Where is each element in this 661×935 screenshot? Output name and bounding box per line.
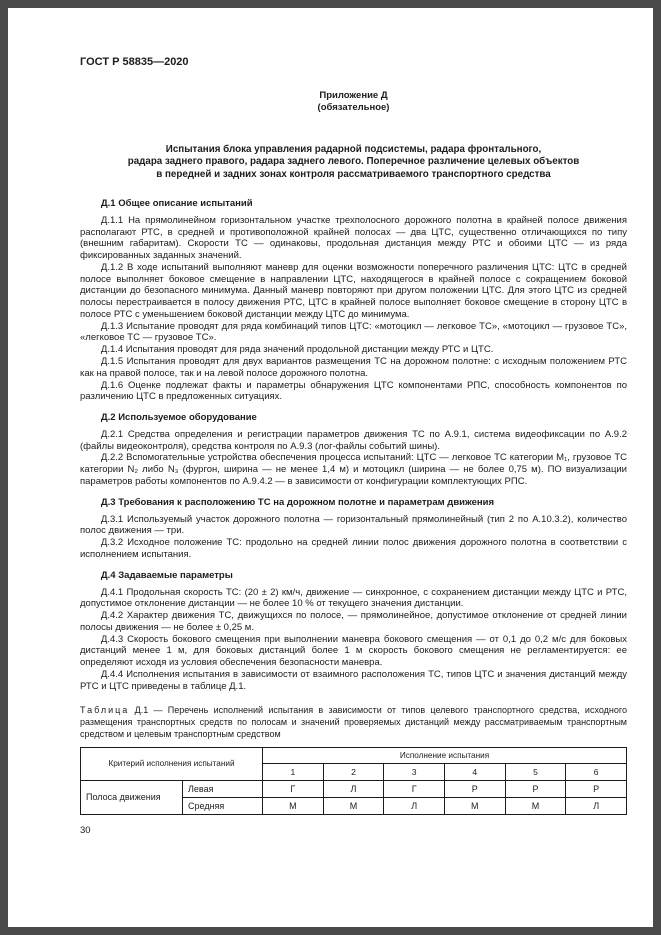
table-row-label: Левая xyxy=(183,780,263,797)
table-cell: М xyxy=(263,797,324,814)
table-col-6: 6 xyxy=(566,763,627,780)
table-header-row-1 xyxy=(81,747,627,763)
section-d4-heading: Д.4 Задаваемые параметры xyxy=(100,569,233,581)
appendix-title: Приложение Д xyxy=(319,90,388,101)
document-title-line-1: Испытания блока управления радарной подсистемы, радара фронтального, xyxy=(165,143,542,155)
paragraph-d4-2: Д.4.2 Характер движения ТС, движущихся по полосе, — прямолинейное, допустимое отклонение от средней линии полосы движения — не более ± 0,25 м. xyxy=(80,610,627,633)
section-d2-heading: Д.2 Используемое оборудование xyxy=(100,412,257,424)
table-cell: Л xyxy=(566,797,627,814)
document-title xyxy=(80,144,627,182)
paragraph-d4-1: Д.4.1 Продольная скорость ТС: (20 ± 2) км/ч, движение — синхронное, с сохранением дистанции между ЦТС и РТС, допустимое отклонение дистанции — не более 10 % от текущего значения дистанции. xyxy=(80,586,627,610)
document-page xyxy=(8,8,653,927)
paragraph-d3-2: Д.3.2 Исходное положение ТС: продольно на средней линии полос движения дорожного полотна в соответствии с исполнением испытания. xyxy=(80,537,627,560)
paragraph-d1-2: Д.1.2 В ходе испытаний выполняют маневр для оценки возможности поперечного различения ЦТС: ЦТС в средней полосе выполняет боковое смещение в направлении ЦТС, находящегося в крайней полосе с сокращением боковой дистанции до безопасного минимума. Данный маневр повторяют при другом положении ЦТС. Для этого ЦТС из средней полосы перестраивается в полосу движения РТС, ЦТС в крайней полосе выполняет боковое смещение в сторону ЦТС в полосе РТС с уменьшением боковой дистанции между ЦТС до минимума. xyxy=(80,261,627,320)
table-caption-word: Таблица xyxy=(80,705,130,716)
table-caption-text: — Перечень исполнений испытания в зависимости от типов целевого транспортного средства, исходного размещения транспортных средств по полосам и значений проверяемых дистанций между рассматриваемым транспортным средством и целевым транспортным средством xyxy=(80,705,627,739)
paragraph-d1-5: Д.1.5 Испытания проводят для двух вариантов размещения ТС на дорожном полотне: с исходным положением РТС как на правой полосе, так и на левой полосе дорожного полотна. xyxy=(80,356,627,379)
table-caption xyxy=(80,705,627,740)
page-number: 30 xyxy=(80,824,91,836)
paragraph-d4-3: Д.4.3 Скорость бокового смещения при выполнении маневра бокового смещения — от 0,1 до 0,2 м/с для боковых дистанций менее 1 м, для боковых дистанций более 1 м скорость бокового смещения не регламентируется: ее определяют исходя из условия обеспечения безопасности маневра. xyxy=(80,633,627,669)
table-cell: Р xyxy=(444,780,505,797)
table-d1 xyxy=(80,747,627,815)
table-criteria-header: Критерий исполнения испытаний xyxy=(81,747,263,780)
section-d3-heading: Д.3 Требования к расположению ТС на дорожном полотне и параметрам движения xyxy=(100,496,495,508)
paragraph-d2-2: Д.2.2 Вспомогательные устройства обеспечения процесса испытаний: ЦТС — легковое ТС категории M₁, грузовое ТС категории N₂ либо N₃ (фургон, ширина — не менее 1,4 м) и мотоцикл (ширина — не более 0,75 м). ПО визуализации параметров работы компонентов по А.9.4.2 — в зависимости от конфигурации комплектующих РПС. xyxy=(80,452,627,488)
paragraph-d1-4: Д.1.4 Испытания проводят для ряда значений продольной дистанции между РТС и ЦТС. xyxy=(100,344,494,356)
table-cell: Г xyxy=(384,780,445,797)
table-row-group-label: Полоса движения xyxy=(81,780,183,814)
table-col-5: 5 xyxy=(505,763,566,780)
table-cell: М xyxy=(444,797,505,814)
table-col-3: 3 xyxy=(384,763,445,780)
table-cell: Л xyxy=(384,797,445,814)
paragraph-d1-3: Д.1.3 Испытание проводят для ряда комбинаций типов ЦТС: «мотоцикл — легковое ТС», «мотоцикл — грузовое ТС», «легковое ТС — грузовое ТС». xyxy=(80,320,627,344)
table-cell: М xyxy=(323,797,384,814)
table-execution-header: Исполнение испытания xyxy=(263,747,627,763)
section-d1-heading: Д.1 Общее описание испытаний xyxy=(100,197,253,209)
table-cell: Р xyxy=(505,780,566,797)
paragraph-d3-1: Д.3.1 Используемый участок дорожного полотна — горизонтальный прямолинейный (тип 2 по А.10.3.2), количество полос движения — три. xyxy=(80,513,627,537)
table-col-4: 4 xyxy=(444,763,505,780)
table-cell: М xyxy=(505,797,566,814)
table-col-1: 1 xyxy=(263,763,324,780)
table-cell: Р xyxy=(566,780,627,797)
table-caption-number: Д.1 xyxy=(134,705,149,716)
document-title-line-3: в передней и задних зонах контроля рассматриваемого транспортного средства xyxy=(156,169,551,181)
table-row-left-lane xyxy=(81,780,627,797)
table-col-2: 2 xyxy=(323,763,384,780)
appendix-note: (обязательное) xyxy=(317,101,390,113)
section-d4 xyxy=(80,570,627,693)
document-title-line-2: радара заднего правого, радара заднего левого. Поперечное различение целевых объектов xyxy=(127,156,580,168)
paragraph-d2-1: Д.2.1 Средства определения и регистрации параметров движения ТС по А.9.1, система видеофиксации по А.9.2 (файлы видеоконтроля), средства контроля по А.9.3 (лог-файлы событий шины). xyxy=(80,428,627,452)
table-cell: Л xyxy=(323,780,384,797)
paragraph-d1-6: Д.1.6 Оценке подлежат факты и параметры обнаружения ЦТС компонентами РПС, способность компонентов по различению ЦТС в предложенных ситуациях. xyxy=(80,379,627,403)
standard-number: ГОСТ Р 58835—2020 xyxy=(80,56,189,68)
paragraph-d1-1: Д.1.1 На прямолинейном горизонтальном участке трехполосного дорожного полотна в крайней полосе движения располагают РТС, в средней и противоположной крайней полосах — два ЦТС, существенно отличающихся по типу (внешним габаритам). Скорости ТС — одинаковы, продольная дистанция между РТС и обоими ЦТС — из ряда фиксированных заданных значений. xyxy=(80,214,627,262)
section-d2 xyxy=(80,412,627,488)
table-row-label: Средняя xyxy=(183,797,263,814)
paragraph-d4-4: Д.4.4 Исполнения испытания в зависимости от взаимного расположения ТС, типов ЦТС и значения дистанций между РТС и ЦТС приведены в таблице Д.1. xyxy=(80,668,627,692)
document-body xyxy=(80,198,627,836)
table-cell: Г xyxy=(263,780,324,797)
section-d3 xyxy=(80,497,627,561)
section-d1 xyxy=(80,198,627,403)
